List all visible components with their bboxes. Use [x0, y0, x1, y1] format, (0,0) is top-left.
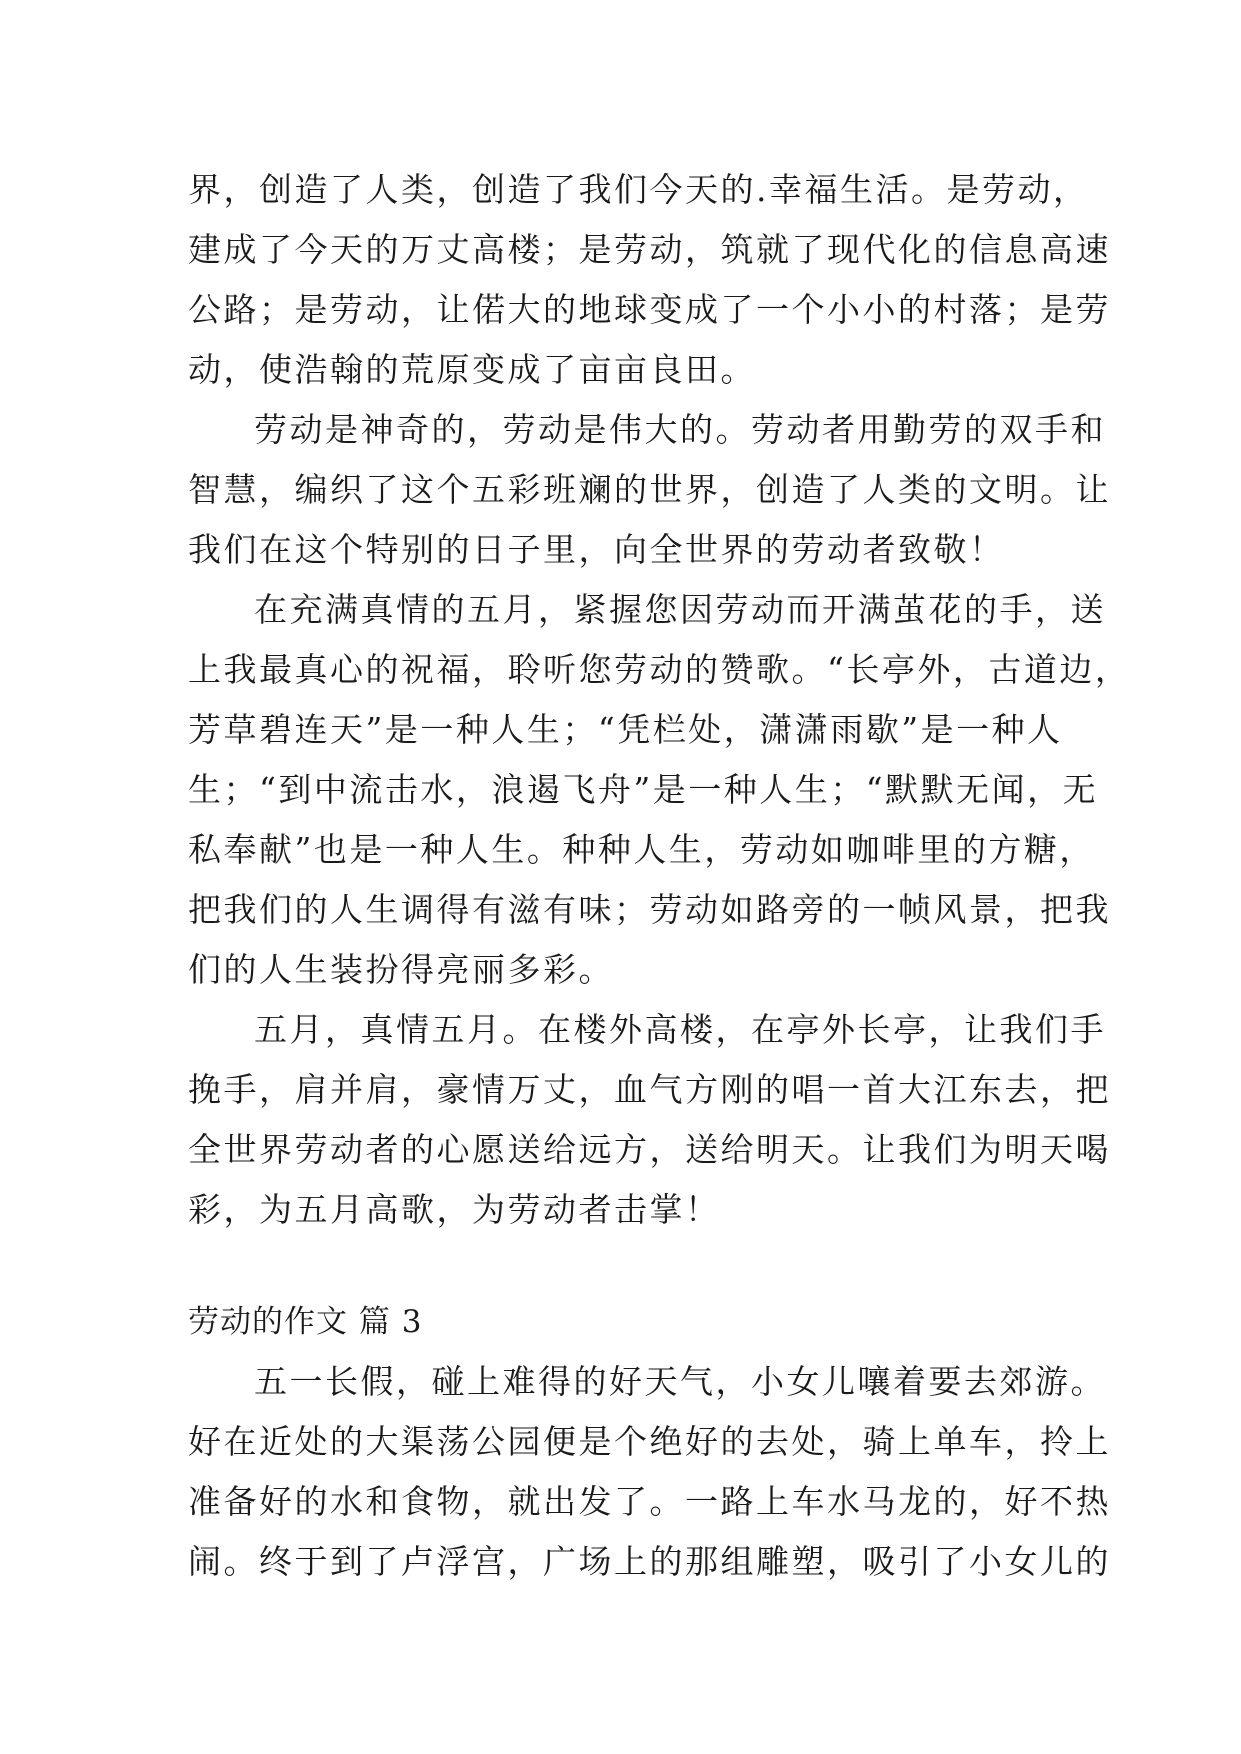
- document-body: [188, 160, 1131, 1592]
- text-line: 动，使浩翰的荒原变成了亩亩良田。: [188, 350, 756, 389]
- text-line: 五月，真情五月。在楼外高楼，在亭外长亭，让我们手: [254, 1010, 1106, 1049]
- text-line: 私奉献”也是一种人生。种种人生，劳动如咖啡里的方糖，: [188, 830, 1095, 869]
- text-line: 闹。终于到了卢浮宫，广场上的那组雕塑，吸引了小女儿的: [188, 1542, 1111, 1581]
- text-line: 准备好的水和食物，就出发了。一路上车水马龙的，好不热: [188, 1482, 1111, 1521]
- text-line: 上我最真心的祝福，聆听您劳动的赞歌。“长亭外，古道边，: [188, 650, 1131, 689]
- text-line: 界，创造了人类，创造了我们今天的.幸福生活。是劳动，: [188, 170, 1089, 209]
- text-line: 生；“到中流击水，浪遏飞舟”是一种人生；“默默无闻，无: [188, 770, 1099, 809]
- paragraph: [188, 1352, 1111, 1592]
- paragraph: [188, 1000, 1111, 1240]
- text-line: 公路；是劳动，让偌大的地球变成了一个小小的村落；是劳: [188, 290, 1111, 329]
- section-heading: 劳动的作文 篇 3: [188, 1304, 423, 1340]
- text-line: 挽手，肩并肩，豪情万丈，血气方刚的唱一首大江东去，把: [188, 1070, 1111, 1109]
- text-line: 我们在这个特别的日子里，向全世界的劳动者致敬！: [188, 530, 1005, 569]
- text-line: 全世界劳动者的心愿送给远方，送给明天。让我们为明天喝: [188, 1130, 1111, 1169]
- paragraph: [188, 400, 1111, 580]
- paragraph: [188, 160, 1111, 400]
- text-line: 好在近处的大渠荡公园便是个绝好的去处，骑上单车，拎上: [188, 1422, 1111, 1461]
- text-line: 劳动是神奇的，劳动是伟大的。劳动者用勤劳的双手和: [254, 410, 1106, 449]
- text-line: 们的人生装扮得亮丽多彩。: [188, 950, 614, 989]
- text-line: 五一长假，碰上难得的好天气，小女儿嚷着要去郊游。: [254, 1362, 1106, 1401]
- text-line: 在充满真情的五月，紧握您因劳动而开满茧花的手，送: [254, 590, 1106, 629]
- text-line: 把我们的人生调得有滋有味；劳动如路旁的一帧风景，把我: [188, 890, 1111, 929]
- paragraph: [188, 580, 1131, 1000]
- text-line: 建成了今天的万丈高楼；是劳动，筑就了现代化的信息高速: [188, 230, 1111, 269]
- text-line: 智慧，编织了这个五彩班斓的世界，创造了人类的文明。让: [188, 470, 1111, 509]
- text-line: 芳草碧连天”是一种人生；“凭栏处，潇潇雨歇”是一种人: [188, 710, 1063, 749]
- section-gap: [188, 1240, 1048, 1292]
- text-line: 彩，为五月高歌，为劳动者击掌！: [188, 1190, 721, 1229]
